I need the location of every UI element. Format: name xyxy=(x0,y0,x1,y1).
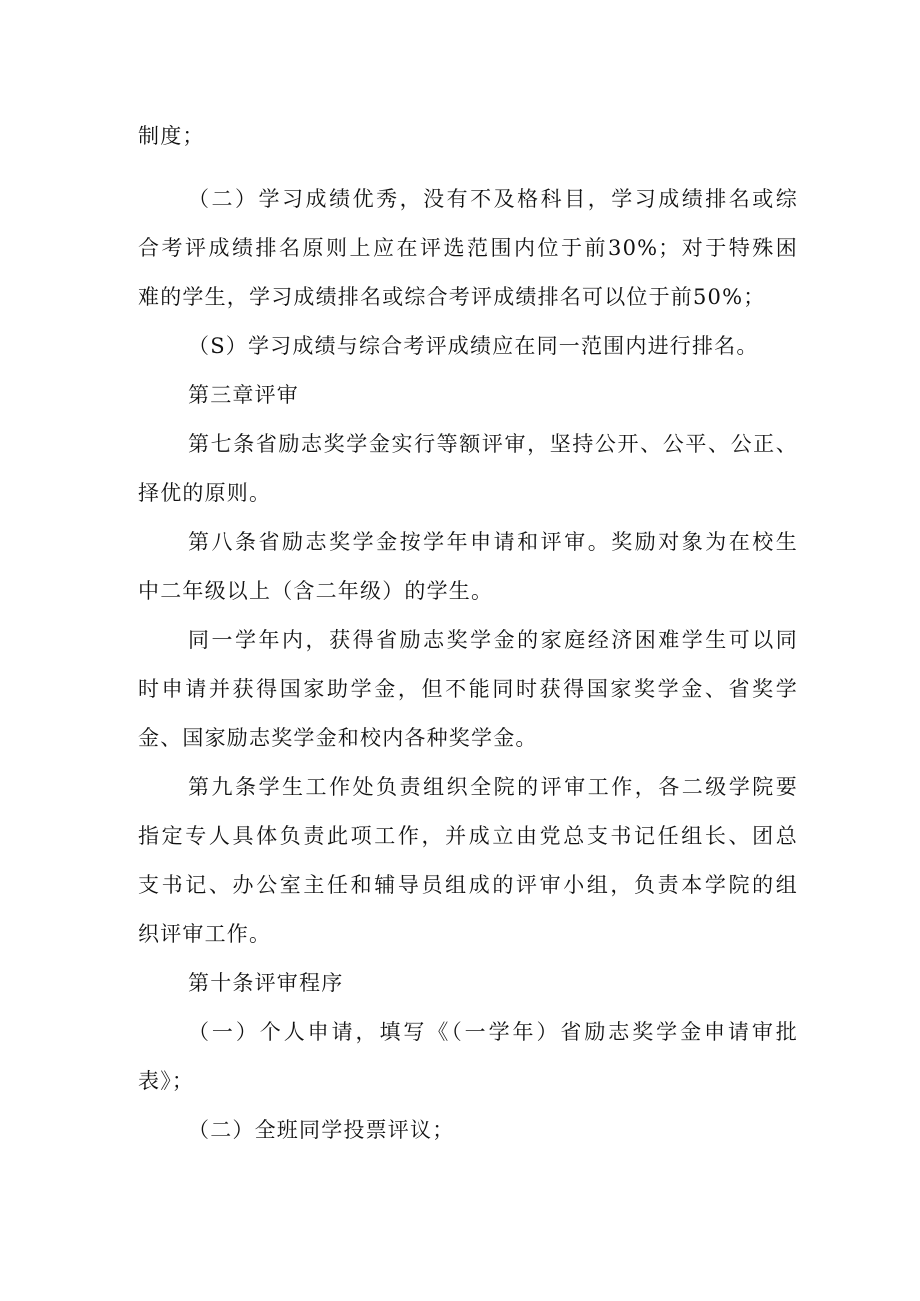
text-line-8: 择优的原则。 xyxy=(138,481,272,505)
text-line-2: （二）学习成绩优秀，没有不及格科目，学习成绩排名或综 xyxy=(188,187,798,211)
text-line-10: 中二年级以上（含二年级）的学生。 xyxy=(138,579,494,603)
text-line-11: 同一学年内，获得省励志奖学金的家庭经济困难学生可以同 xyxy=(188,628,798,652)
text-line-13: 金、国家励志奖学金和校内各种奖学金。 xyxy=(138,726,538,750)
text-line-14: 第九条学生工作处负责组织全院的评审工作，各二级学院要 xyxy=(188,775,798,799)
text-line-20: 表》； xyxy=(138,1069,195,1093)
text-line-21: （二）全班同学投票评议； xyxy=(188,1118,455,1142)
text-line-12: 时申请并获得国家助学金，但不能同时获得国家奖学金、省奖学 xyxy=(138,677,798,701)
text-line-19: （一）个人申请，填写《（一学年）省励志奖学金申请审批 xyxy=(188,1020,798,1044)
text-line-3: 合考评成绩排名原则上应在评选范围内位于前30%；对于特殊困 xyxy=(138,236,798,260)
chapter-heading: 第三章评审 xyxy=(188,383,299,407)
text-line-1: 制度； xyxy=(138,124,205,148)
text-line-15: 指定专人具体负责此项工作，并成立由党总支书记任组长、团总 xyxy=(138,824,798,848)
text-line-4: 难的学生，学习成绩排名或综合考评成绩排名可以位于前50%； xyxy=(138,285,766,309)
text-line-17: 织评审工作。 xyxy=(138,922,272,946)
section-heading: 第十条评审程序 xyxy=(188,971,344,995)
text-line-5: （S）学习成绩与综合考评成绩应在同一范围内进行排名。 xyxy=(188,334,759,358)
text-line-9: 第八条省励志奖学金按学年申请和评审。奖励对象为在校生 xyxy=(188,530,798,554)
text-line-7: 第七条省励志奖学金实行等额评审，坚持公开、公平、公正、 xyxy=(188,432,798,456)
text-line-16: 支书记、办公室主任和辅导员组成的评审小组，负责本学院的组 xyxy=(138,873,798,897)
